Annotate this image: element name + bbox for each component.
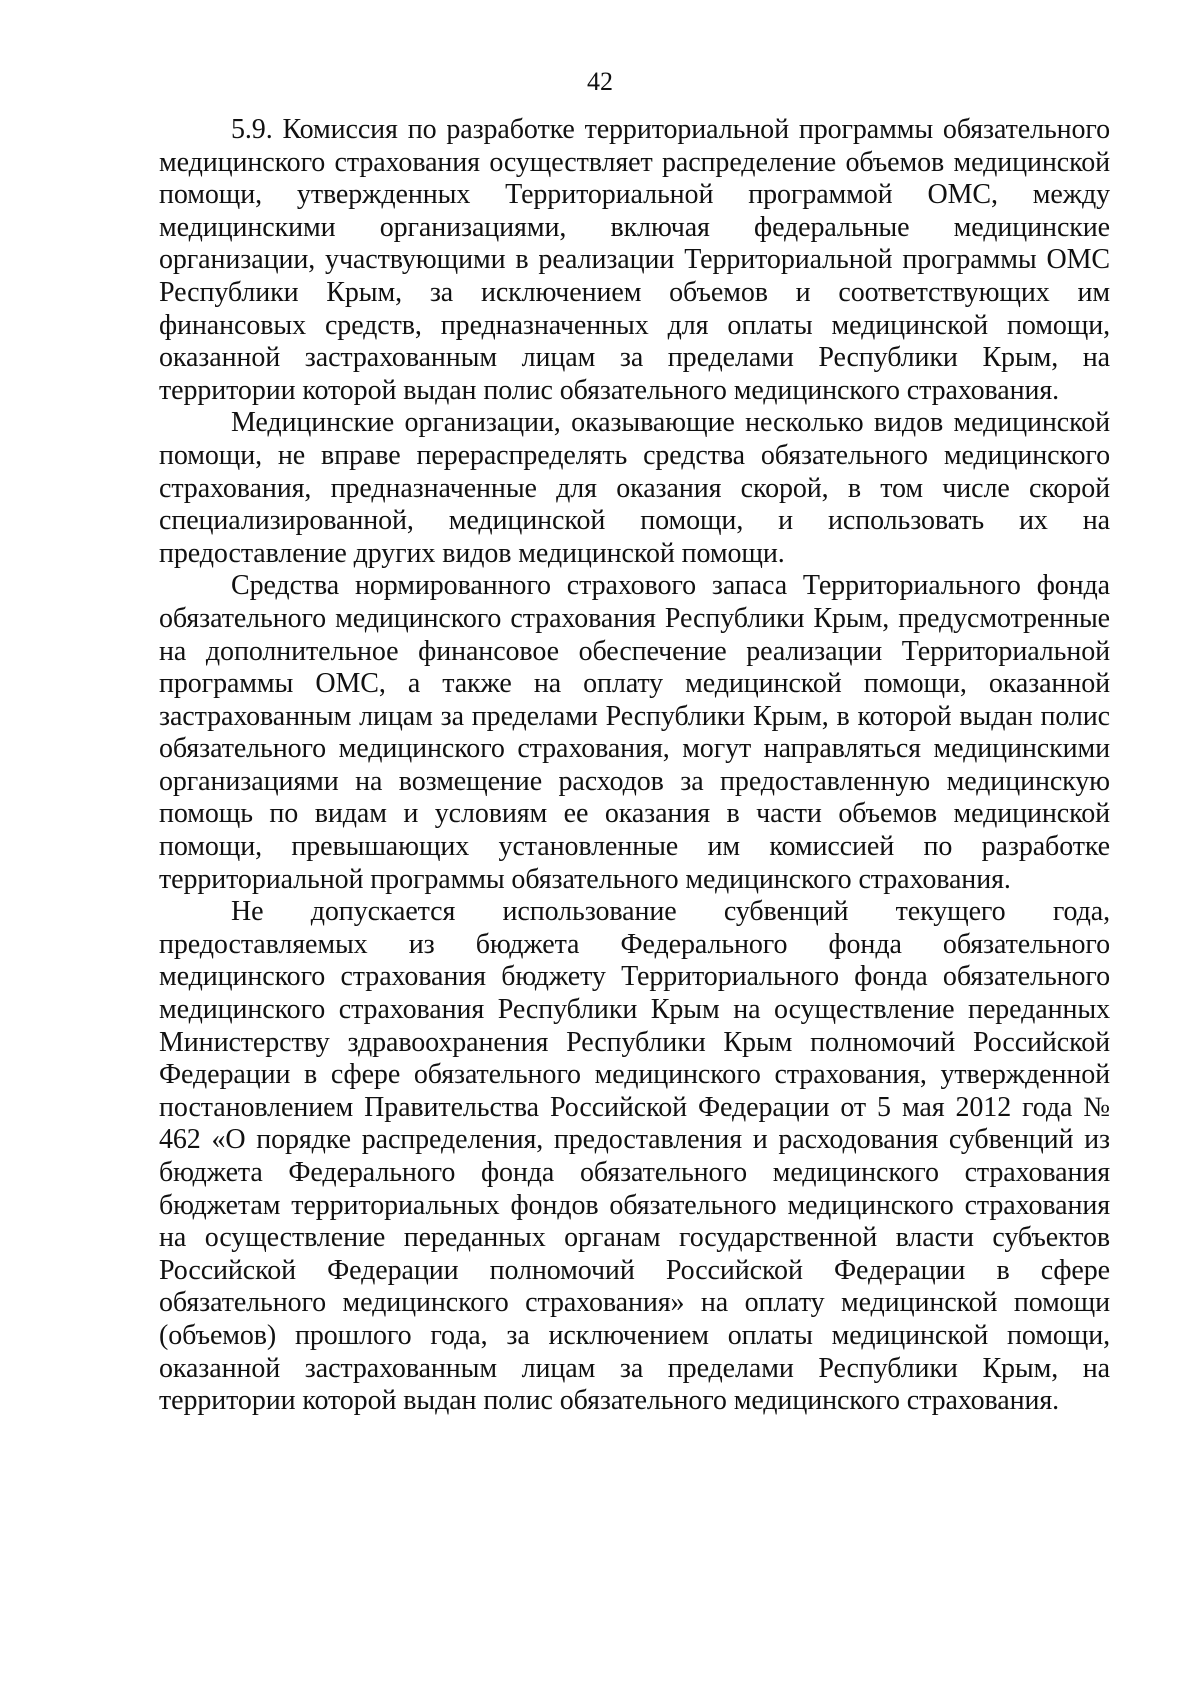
paragraph-insurance-reserve: Средства нормированного страхового запаса Территориального фонда обязательного медицинского страхования Республики Крым, предусмотренные на дополнительное финансовое обеспечение реализации Территориальной программы ОМС, а также на оплату медицинской помощи, оказанной застрахованным лицам за пределами Республики Крым, в которой выдан полис обязательного медицинского страхования, могут направляться медицинскими организациями на возмещение расходов за предоставленную медицинскую помощь по видам и условиям ее оказания в части объемов медицинской помощи, превышающих установленные им комиссией по разработке территориальной программы обязательного медицинского страхования.	[159, 570, 1110, 895]
page-number: 42	[587, 67, 613, 96]
paragraph-5-9: 5.9. Комиссия по разработке территориальной программы обязательного медицинского страхования осуществляет распределение объемов медицинской помощи, утвержденных Территориальной программой ОМС, между медицинскими организациями, включая федеральные медицинские организации, участвующими в реализации Территориальной программы ОМС Республики Крым, за исключением объемов и соответствующих им финансовых средств, предназначенных для оплаты медицинской помощи, оказанной застрахованным лицам за пределами Республики Крым, на территории которой выдан полис обязательного медицинского страхования.	[159, 114, 1110, 406]
paragraph-medical-organizations: Медицинские организации, оказывающие несколько видов медицинской помощи, не вправе перераспределять средства обязательного медицинского страхования, предназначенные для оказания скорой, в том числе скорой специализированной, медицинской помощи, и использовать их на предоставление других видов медицинской помощи.	[159, 407, 1110, 569]
paragraph-subventions: Не допускается использование субвенций текущего года, предоставляемых из бюджета Федерального фонда обязательного медицинского страхования бюджету Территориального фонда обязательного медицинского страхования Республики Крым на осуществление переданных Министерству здравоохранения Республики Крым полномочий Российской Федерации в сфере обязательного медицинского страхования, утвержденной постановлением Правительства Российской Федерации от 5 мая 2012 года № 462 «О порядке распределения, предоставления и расходования субвенций из бюджета Федерального фонда обязательного медицинского страхования бюджетам территориальных фондов обязательного медицинского страхования на осуществление переданных органам государственной власти субъектов Российской Федерации полномочий Российской Федерации в сфере обязательного медицинского страхования» на оплату медицинской помощи (объемов) прошлого года, за исключением оплаты медицинской помощи, оказанной застрахованным лицам за пределами Республики Крым, на территории которой выдан полис обязательного медицинского страхования.	[159, 896, 1110, 1417]
document-body	[159, 114, 1110, 1418]
